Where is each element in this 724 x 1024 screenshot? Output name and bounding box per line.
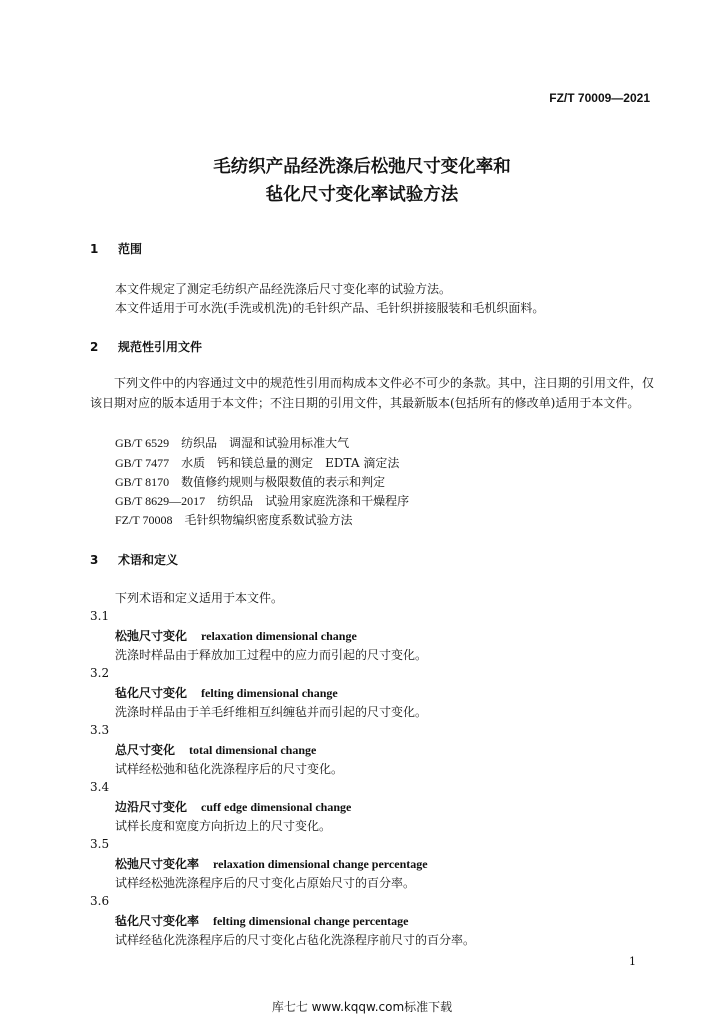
term-en: felting dimensional change [201, 686, 338, 700]
term-heading [115, 912, 408, 929]
term-number: 3.5 [90, 837, 110, 851]
reference-code: GB/T 8629—2017 [115, 494, 206, 508]
section-title: 范围 [118, 242, 143, 256]
term-number: 3.6 [90, 894, 110, 908]
term-en: felting dimensional change percentage [213, 914, 409, 928]
reference-item [115, 434, 349, 451]
term-zh: 总尺寸变化 [115, 743, 176, 757]
term-definition: 试样经松弛和毡化洗涤程序后的尺寸变化。 [115, 762, 344, 776]
term-en: relaxation dimensional change [201, 629, 357, 643]
term-heading [115, 855, 428, 872]
term-heading [115, 798, 351, 815]
term-number: 3.3 [90, 723, 110, 737]
reference-title: 水质 钙和镁总量的测定 EDTA 滴定法 [181, 456, 400, 470]
document-title-line1: 毛纺织产品经洗涤后松弛尺寸变化率和 [213, 157, 511, 177]
term-definition: 洗涤时样品由于羊毛纤维相互纠缠毡并而引起的尺寸变化。 [115, 705, 428, 719]
term-zh: 毡化尺寸变化率 [115, 914, 200, 928]
reference-item [115, 511, 352, 528]
reference-item [115, 492, 409, 509]
term-number: 3.4 [90, 780, 110, 794]
term-zh: 毡化尺寸变化 [115, 686, 188, 700]
section-number: 2 [90, 340, 99, 354]
term-en: cuff edge dimensional change [201, 800, 352, 814]
term-en: relaxation dimensional change percentage [213, 857, 428, 871]
term-heading [115, 741, 316, 758]
term-heading [115, 684, 338, 701]
reference-code: GB/T 6529 [115, 436, 170, 450]
reference-code: GB/T 7477 [115, 456, 170, 470]
normative-intro-text: 下列文件中的内容通过文中的规范性引用而构成本文件必不可少的条款。其中，注日期的引用文件，仅该日期对应的版本适用于本文件；不注日期的引用文件，其最新版本(包括所有的修改单)适用于本文件。 [90, 376, 655, 410]
section-number: 3 [90, 553, 99, 567]
reference-item [115, 454, 399, 471]
term-definition: 试样经松弛洗涤程序后的尺寸变化占原始尺寸的百分率。 [115, 876, 416, 890]
section-heading-scope [90, 240, 142, 257]
section-title: 规范性引用文件 [118, 340, 203, 354]
standard-code: FZ/T 70009—2021 [549, 91, 650, 105]
term-number: 3.1 [90, 609, 110, 623]
term-zh: 边沿尺寸变化 [115, 800, 188, 814]
section-heading-normative [90, 338, 202, 355]
term-number: 3.2 [90, 666, 110, 680]
watermark-link[interactable]: 库七七 www.kqqw.com标准下载 [271, 1000, 453, 1014]
section-heading-terms [90, 551, 178, 568]
reference-title: 毛针织物编织密度系数试验方法 [184, 513, 353, 527]
term-zh: 松弛尺寸变化 [115, 629, 188, 643]
reference-item [115, 473, 385, 490]
term-en: total dimensional change [189, 743, 317, 757]
reference-code: GB/T 8170 [115, 475, 170, 489]
term-heading [115, 627, 357, 644]
reference-title: 纺织品 调湿和试验用标准大气 [181, 436, 350, 450]
scope-paragraph-1: 本文件规定了测定毛纺织产品经洗涤后尺寸变化率的试验方法。 [115, 282, 452, 296]
document-title-line2: 毡化尺寸变化率试验方法 [265, 185, 459, 205]
reference-code: FZ/T 70008 [115, 513, 173, 527]
reference-title: 纺织品 试验用家庭洗涤和干燥程序 [217, 494, 410, 508]
term-zh: 松弛尺寸变化率 [115, 857, 200, 871]
term-definition: 试样长度和宽度方向折边上的尺寸变化。 [115, 819, 332, 833]
section-number: 1 [90, 242, 99, 256]
reference-title: 数值修约规则与极限数值的表示和判定 [181, 475, 386, 489]
scope-paragraph-2: 本文件适用于可水洗(手洗或机洗)的毛针织产品、毛针织拼接服装和毛机织面料。 [115, 301, 545, 315]
term-definition: 洗涤时样品由于释放加工过程中的应力而引起的尺寸变化。 [115, 648, 428, 662]
term-definition: 试样经毡化洗涤程序后的尺寸变化占毡化洗涤程序前尺寸的百分率。 [115, 933, 476, 947]
page-number: 1 [629, 955, 636, 968]
normative-intro [90, 374, 654, 413]
terms-intro: 下列术语和定义适用于本文件。 [115, 591, 284, 605]
section-title: 术语和定义 [118, 553, 179, 567]
